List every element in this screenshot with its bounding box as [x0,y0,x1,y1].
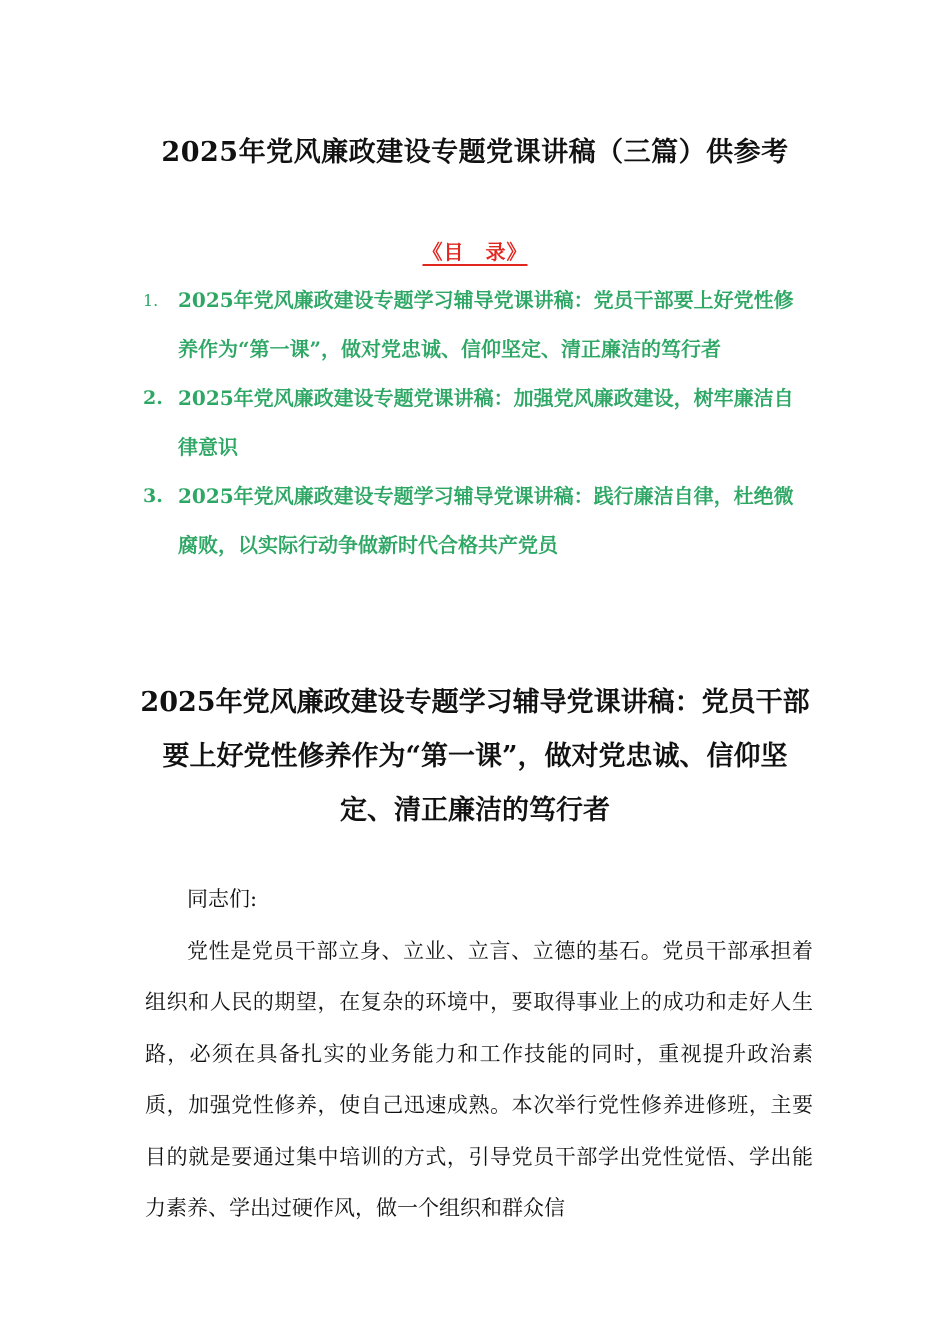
toc-item-number: 3. [143,485,163,507]
toc-item-1[interactable] [143,276,813,374]
toc-item-2[interactable] [143,374,813,472]
toc-item-text: 2025年党风廉政建设专题党课讲稿：加强党风廉政建设，树牢廉洁自律意识 [178,386,794,459]
toc-item-text: 2025年党风廉政建设专题学习辅导党课讲稿：党员干部要上好党性修养作为“第一课”，做对党忠诚、信仰坚定、清正廉洁的笃行者 [178,288,794,361]
body-text [145,874,813,1235]
paragraph: 党性是党员干部立身、立业、立言、立德的基石。党员干部承担着组织和人民的期望，在复杂的环境中，要取得事业上的成功和走好人生路，必须在具备扎实的业务能力和工作技能的同时，重视提升政治素质，加强党性修养，使自己迅速成熟。本次举行党性修养进修班，主要目的就是要通过集中培训的方式，引导党员干部学出党性觉悟、学出能力素养、学出过硬作风，做一个组织和群众信 [145,938,813,1220]
toc-item-3[interactable] [143,472,813,570]
document-title: 2025年党风廉政建设专题党课讲稿（三篇）供参考 [161,137,789,168]
section-title: 2025年党风廉政建设专题学习辅导党课讲稿：党员干部要上好党性修养作为“第一课”，做对党忠诚、信仰坚定、清正廉洁的笃行者 [140,687,810,826]
table-of-contents [143,276,813,570]
toc-item-number: 2. [143,387,163,409]
toc-item-number: 1. [143,291,159,310]
toc-heading-label: 《目 录》 [422,240,528,264]
toc-heading [0,238,950,266]
salutation: 同志们: [187,887,258,911]
toc-item-text: 2025年党风廉政建设专题学习辅导党课讲稿：践行廉洁自律，杜绝微腐败，以实际行动争做新时代合格共产党员 [178,484,794,557]
